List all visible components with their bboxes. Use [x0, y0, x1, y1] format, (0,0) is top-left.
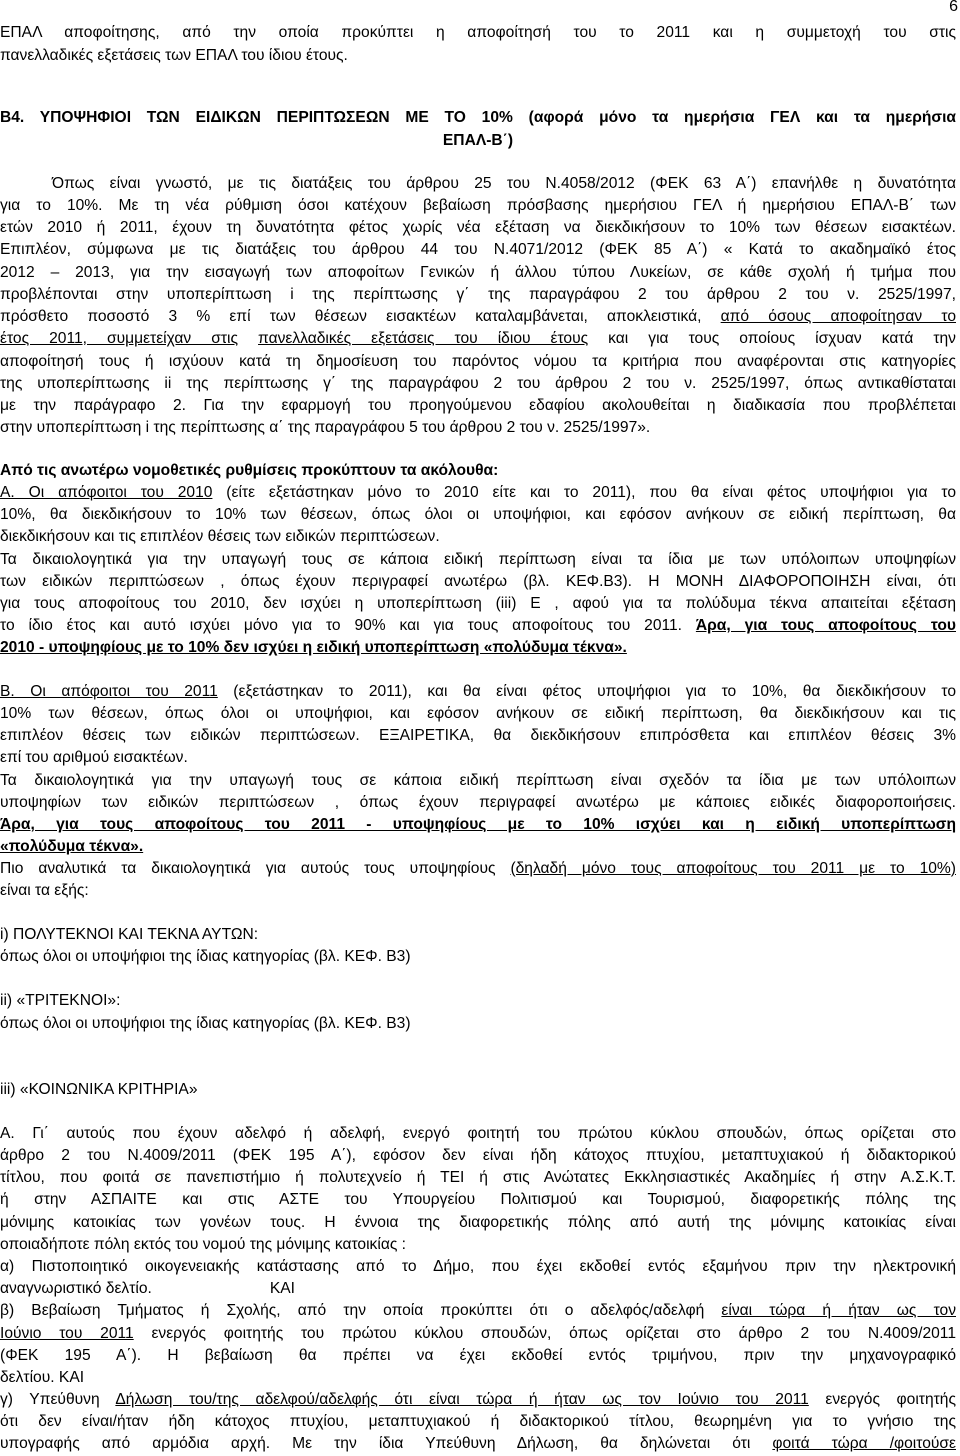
b4-paragraph-line: με την παράγραφο 2. Για την εφαρμογή του προηγούμενου εδαφίου ακολουθείται η διαδικασία που προβλέπεται	[0, 397, 956, 414]
section-b-line: Άρα, για τους αποφοίτους του 2011 - υποψηφίους με το 10% ισχύει και η ειδική υποπερίπτωση	[0, 816, 956, 833]
b4-paragraph-line: για το 10%. Με τη νέα ρύθμιση όσοι κατέχουν βεβαίωση πρόσβασης ημερήσιου ΓΕΛ ή ημερήσιου ΕΠΑΛ-Β΄ των	[0, 197, 956, 214]
section-b-line: Πιο αναλυτικά τα δικαιολογητικά για αυτούς τους υποψηφίους (δηλαδή μόνο τους αποφοίτους του 2011 με το 10%)	[0, 860, 956, 877]
siblings-line: άρθρο 2 του Ν.4009/2011 (ΦΕΚ 195 Α΄), εφόσον δεν είναι ήδη κάτοχος πτυχίου, μεταπτυχιακού ή διδακτορικού	[0, 1147, 956, 1164]
b4-paragraph-line: ετών 2010 ή 2011, έχουν τη δυνατότητα φέτος χωρίς νέα εξέταση να διεκδικήσουν το 10% των θέσεων εισακτέων.	[0, 219, 956, 236]
section-b-line: 10% των θέσεων, όπως όλοι οι υποψήφιοι, και εφόσον ανήκουν σε ειδική περίπτωση, θα διεκδικήσουν και τις	[0, 705, 956, 722]
section-a-line: Α. Οι απόφοιτοι του 2010 (είτε εξετάστηκαν μόνο το 2010 είτε και το 2011), που θα είναι φέτος υποψήφιοι για το	[0, 484, 957, 501]
section-b4-heading: Β4. ΥΠΟΨΗΦΙΟΙ ΤΩΝ ΕΙΔΙΚΩΝ ΠΕΡΙΠΤΩΣΕΩΝ ΜΕ ΤΟ 10% (αφορά μόνο τα ημερήσια ΓΕΛ και τα ημερήσια	[0, 109, 956, 126]
b4-paragraph-line: Όπως είναι γνωστό, με τις διατάξεις του άρθρου 25 του Ν.4058/2012 (ΦΕΚ 63 Α΄) επανήλθε η δυνατότητα	[52, 175, 956, 192]
siblings-line: (ΦΕΚ 195 Α΄). Η βεβαίωση θα πρέπει να έχει εκδοθεί εντός τριμήνου, πριν την μηχανογραφικό	[0, 1347, 956, 1364]
b4-paragraph-line: πρόσθετο ποσοστό 3 % επί των θέσεων εισακτέων καταλαμβάνεται, αποκλειστικά, από όσους αποφοίτησαν το	[0, 308, 956, 325]
section-a-line: το ίδιο έτος και αυτό ισχύει μόνο για το 90% και για τους αποφοίτους του 2011. Άρα, για τους αποφοίτους του	[0, 617, 956, 634]
category-i-title: i) ΠΟΛΥΤΕΚΝΟΙ ΚΑΙ ΤΕΚΝΑ ΑΥΤΩΝ:	[0, 926, 259, 943]
intro-line-1: ΕΠΑΛ αποφοίτησης, από την οποία προκύπτει η αποφοίτησή του το 2011 και η συμμετοχή του στις	[0, 24, 956, 41]
section-a-line: των ειδικών περιπτώσεων , όπως έχουν περιγραφεί ανωτέρω (βλ. ΚΕΦ.Β3). Η ΜΟΝΗ ΔΙΑΦΟΡΟΠΟΙΗΣΗ είναι, ότι	[0, 573, 956, 590]
page-number: 6	[949, 0, 958, 15]
category-i-text: όπως όλοι οι υποψήφιοι της ίδιας κατηγορίας (βλ. ΚΕΦ. Β3)	[0, 948, 411, 965]
category-ii-text: όπως όλοι οι υποψήφιοι της ίδιας κατηγορίας (βλ. ΚΕΦ. Β3)	[0, 1015, 411, 1032]
section-b-line: επί του αριθμού εισακτέων.	[0, 749, 188, 766]
section-a-line: 2010 - υποψηφίους με το 10% δεν ισχύει η ειδική υποπερίπτωση «πολύδυμα τέκνα».	[0, 639, 627, 656]
category-ii-title: ii) «ΤΡΙΤΕΚΝΟΙ»:	[0, 992, 121, 1009]
siblings-line: μόνιμης κατοικίας των γονέων τους. Η έννοια της διαφορετικής πόλης από αυτή της μόνιμης κατοικίας είναι	[0, 1214, 956, 1231]
siblings-line: δελτίου. ΚΑΙ	[0, 1369, 85, 1386]
b4-paragraph-line: 2012 – 2013, για την εισαγωγή των αποφοίτων Γενικών ή άλλου τύπου Λυκείων, σε κάθε σχολή ή τμήμα που	[0, 264, 956, 281]
siblings-line: ότι δεν είναι/ήταν ήδη κάτοχος πτυχίου, μεταπτυχιακού ή διδακτορικού τίτλου, θεωρημένη για το γνήσιο της	[0, 1413, 956, 1430]
b4-paragraph-line: αποφοίτησή τους ή ισχύουν κατά τη δημοσίευση του παρόντος νόμου τα κριτήρια που αναφέρονται στις κατηγορίες	[0, 353, 956, 370]
siblings-line: Α. Γι΄ αυτούς που έχουν αδελφό ή αδελφή, ενεργό φοιτητή του πρώτου κύκλου σπουδών, όπως ορίζεται στο	[0, 1125, 956, 1142]
category-iii-title: iii) «ΚΟΙΝΩΝΙΚΑ ΚΡΙΤΗΡΙΑ»	[0, 1081, 198, 1098]
results-heading: Από τις ανωτέρω νομοθετικές ρυθμίσεις προκύπτουν τα ακόλουθα:	[0, 462, 499, 479]
siblings-line: αναγνωριστικό δελτίο. ΚΑΙ	[0, 1280, 295, 1297]
siblings-line: τίτλου, που φοιτά σε πανεπιστήμιο ή πολυτεχνείο ή ΤΕΙ ή στις Ανώτατες Εκκλησιαστικές Ακαδημίες ή στην Α.Σ.Κ.Τ.	[0, 1169, 956, 1186]
siblings-line: Ιούνιο του 2011 ενεργός φοιτητής του πρώτου κύκλου σπουδών, όπως ορίζεται στο άρθρο 2 του Ν.4009/2011	[0, 1325, 956, 1342]
section-a-line: Τα δικαιολογητικά για την υπαγωγή τους σε κάποια ειδική περίπτωση είναι τα ίδια με των υπόλοιπων υποψηφίων	[0, 551, 956, 568]
section-a-line: για τους αποφοίτους του 2010, δεν ισχύει η υποπερίπτωση (iii) Ε , αφού για τα πολύδυμα τέκνα απαιτείται εξέταση	[0, 595, 956, 612]
siblings-line: γ) Υπεύθυνη Δήλωση του/της αδελφού/αδελφής ότι είναι τώρα ή ήταν ως τον Ιούνιο του 2011 ενεργός φοιτητής	[0, 1391, 956, 1408]
siblings-line: υπογραφής από αρμόδια αρχή. Με την ίδια Υπεύθυνη Δήλωση, θα δηλώνεται ότι φοιτά τώρα /φοιτούσε	[0, 1435, 956, 1452]
section-b-line: «πολύδυμα τέκνα».	[0, 838, 144, 855]
b4-paragraph-line: έτος 2011, συμμετείχαν στις πανελλαδικές εξετάσεις του ίδιου έτους και για τους οποίους ίσχυαν κατά την	[0, 330, 956, 347]
section-a-line: 10%, θα διεκδικήσουν το 10% των θέσεων, όπως όλοι οι υποψήφιοι, και εφόσον ανήκουν σε ειδική περίπτωση, θα	[0, 506, 956, 523]
section-b-line: είναι τα εξής:	[0, 882, 89, 899]
siblings-line: οποιαδήποτε πόλη εκτός του νομού της μόνιμης κατοικίας :	[0, 1236, 407, 1253]
b4-paragraph-line: προβλέπονται στην υποπερίπτωση i της περίπτωσης γ΄ της παραγράφου 2 του άρθρου 2 του ν. 2525/1997,	[0, 286, 956, 303]
siblings-line: ή στην ΑΣΠΑΙΤΕ και στις ΑΣΤΕ του Υπουργείου Πολιτισμού και Τουρισμού, διαφορετικής πόλης της	[0, 1191, 956, 1208]
section-b-line: υποψηφίων των ειδικών περιπτώσεων , όπως έχουν περιγραφεί ανωτέρω με κάποιες ειδικές διαφοροποιήσεις.	[0, 794, 956, 811]
siblings-line: β) Βεβαίωση Τμήματος ή Σχολής, από την οποία προκύπτει ότι ο αδελφός/αδελφή είναι τώρα ή ήταν ως τον	[0, 1302, 956, 1319]
b4-paragraph-line: Επιπλέον, σύμφωνα με τις διατάξεις του άρθρου 44 του Ν.4071/2012 (ΦΕΚ 85 Α΄) « Κατά το ακαδημαϊκό έτος	[0, 241, 956, 258]
intro-line-2: πανελλαδικές εξετάσεις των ΕΠΑΛ του ίδιου έτους.	[0, 47, 348, 64]
section-b-line: Β. Οι απόφοιτοι του 2011 (εξετάστηκαν το 2011), και θα είναι φέτος υποψήφιοι για το 10%, θα διεκδικήσουν το	[0, 683, 956, 700]
section-b-line: επιπλέον θέσεις των ειδικών περιπτώσεων. ΕΞΑΙΡΕΤΙΚΑ, θα διεκδικήσουν επιπρόσθετα και επιπλέον θέσεις 3%	[0, 727, 956, 744]
section-a-line: διεκδικήσουν και τις επιπλέον θέσεις των ειδικών περιπτώσεων.	[0, 528, 440, 545]
section-b-line: Τα δικαιολογητικά για την υπαγωγή τους σε κάποια ειδική περίπτωση είναι σχεδόν τα ίδια με των υπόλοιπων	[0, 772, 956, 789]
b4-paragraph-line: της υποπερίπτωσης ii της περίπτωσης γ΄ της παραγράφου 2 του άρθρου 2 του ν. 2525/1997, όπως αντικαθίσταται	[0, 375, 956, 392]
b4-paragraph-line: στην υποπερίπτωση i της περίπτωσης α΄ της παραγράφου 5 του άρθρου 2 του ν. 2525/1997».	[0, 419, 651, 436]
section-b4-heading-cont: ΕΠΑΛ-Β΄)	[442, 132, 514, 149]
siblings-line: α) Πιστοποιητικό οικογενειακής κατάστασης από το Δήμο, που έχει εκδοθεί εντός εξαμήνου πριν την ηλεκτρονική	[0, 1258, 956, 1275]
